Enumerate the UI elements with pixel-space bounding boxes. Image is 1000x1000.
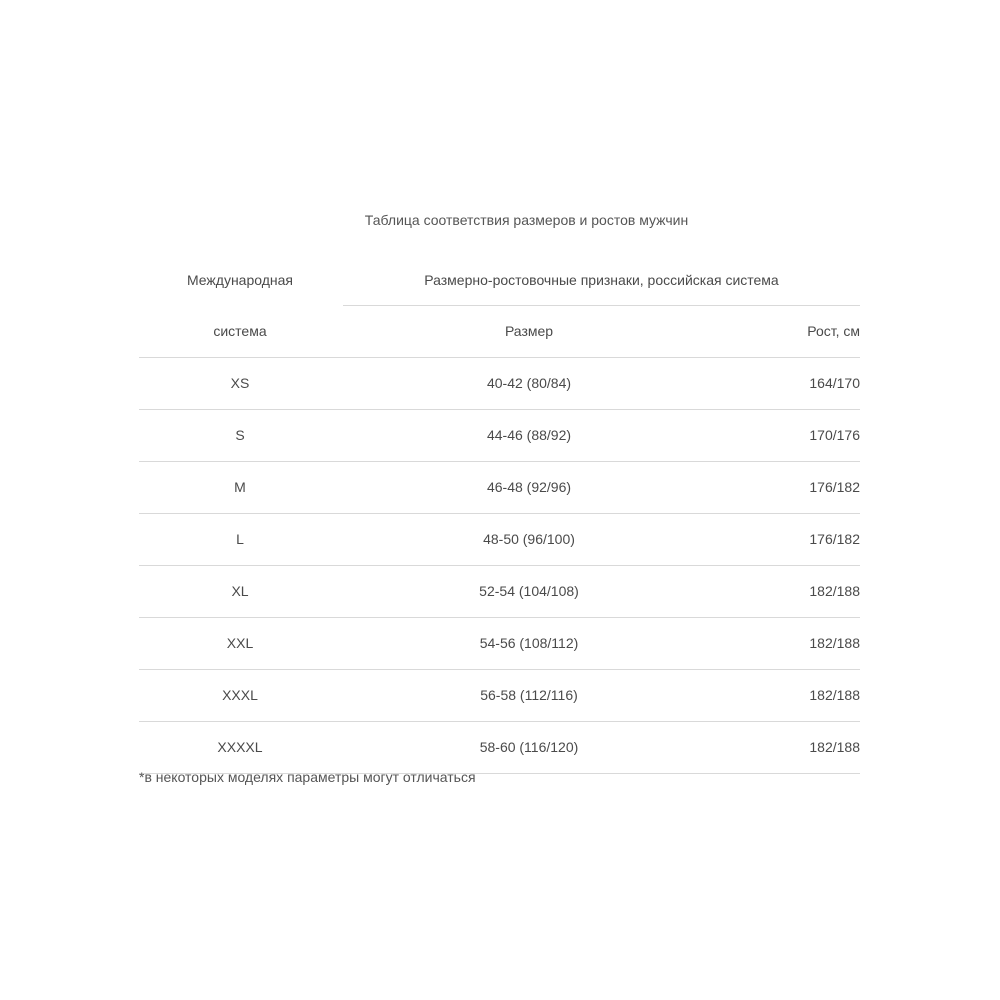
cell-international: L	[236, 531, 244, 547]
table-row	[139, 462, 860, 514]
table-row	[139, 566, 860, 618]
cell-size: 56-58 (112/116)	[480, 687, 578, 703]
cell-height: 164/170	[809, 375, 860, 391]
table-row	[139, 410, 860, 462]
cell-international: XL	[231, 583, 249, 599]
header-height: Рост, см	[807, 323, 860, 339]
cell-height: 182/188	[809, 687, 860, 703]
cell-height: 182/188	[809, 739, 860, 755]
table-row	[139, 670, 860, 722]
footnote: *в некоторых моделях параметры могут отличаться	[139, 769, 476, 785]
cell-height: 182/188	[809, 635, 860, 651]
cell-size: 46-48 (92/96)	[486, 479, 572, 495]
table-title: Таблица соответствия размеров и ростов мужчин	[364, 212, 689, 228]
table-row	[139, 514, 860, 566]
cell-height: 182/188	[809, 583, 860, 599]
cell-size: 58-60 (116/120)	[479, 739, 579, 755]
header-russian-system: Размерно-ростовочные признаки, российская система	[343, 255, 860, 306]
cell-height: 176/182	[809, 531, 860, 547]
cell-size: 40-42 (80/84)	[486, 375, 572, 391]
cell-international: XXL	[226, 635, 254, 651]
size-table	[139, 255, 860, 774]
header-row-1	[139, 255, 860, 306]
table-row	[139, 358, 860, 410]
cell-size: 52-54 (104/108)	[479, 583, 579, 599]
header-international-line1: Международная	[186, 272, 294, 288]
cell-size: 44-46 (88/92)	[486, 427, 572, 443]
header-size: Размер	[504, 323, 554, 339]
cell-height: 170/176	[809, 427, 860, 443]
cell-international: S	[235, 427, 245, 443]
cell-size: 48-50 (96/100)	[483, 531, 575, 547]
header-row-2	[139, 306, 860, 358]
cell-international: XXXXL	[217, 739, 263, 755]
header-international-line2: система	[213, 323, 267, 339]
cell-international: XS	[230, 375, 250, 391]
cell-international: XXXL	[222, 687, 258, 703]
cell-international: M	[234, 479, 246, 495]
cell-size: 54-56 (108/112)	[479, 635, 579, 651]
table-row	[139, 722, 860, 774]
cell-height: 176/182	[809, 479, 860, 495]
table-row	[139, 618, 860, 670]
